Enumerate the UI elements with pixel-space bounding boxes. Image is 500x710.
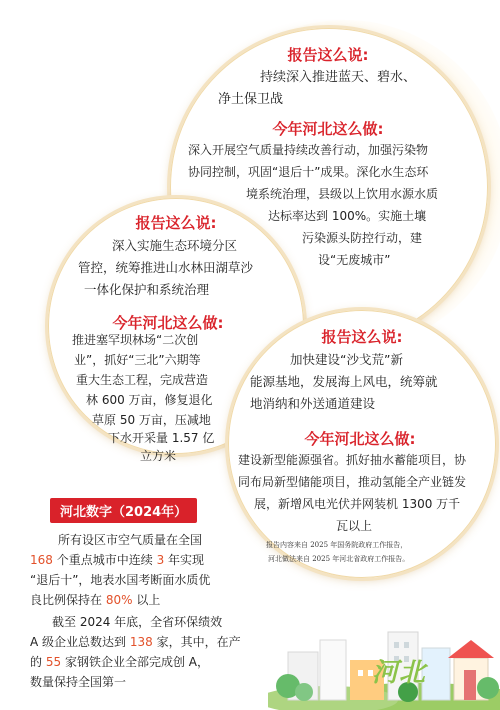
p1-line-3: “退后十”，地表水国考断面水质优 [30, 573, 211, 587]
circle2-hebei-heading: 今年河北这么做: [112, 314, 224, 332]
circle3-hebei-line-2: 同布局新型储能项目，推动氢能全产业链发 [238, 475, 467, 489]
numbers-paragraph-2 [30, 612, 270, 692]
circle2-hebei-line-5: 草原 50 万亩，压减地 [92, 413, 211, 427]
circle2-report-line-1: 深入实施生态环境分区 [112, 238, 238, 253]
value-55-steel: 55 [45, 655, 62, 669]
circle2-report-line-2: 管控，统筹推进山水林田湖草沙 [78, 260, 254, 275]
circle3-report-line-2: 能源基地，发展海上风电，统筹就 [250, 374, 438, 389]
hebei-numbers-badge: 河北数字（2024年） [50, 498, 197, 523]
circle3-report-line-1: 加快建设“沙戈荒”新 [290, 352, 403, 367]
p2-line-4: 数量保持全国第一 [30, 675, 127, 689]
circle3-report-line-3: 地消纳和外送通道建设 [250, 396, 376, 411]
circle1-hebei-line-6: 设“无废城市” [318, 253, 391, 267]
value-3-years: 3 [156, 553, 165, 567]
p1-line-2: 168 个重点城市中连续 3 年实现 [30, 553, 205, 567]
numbers-paragraph-1 [30, 530, 240, 610]
p1-line-1: 所有设区市空气质量在全国 [58, 533, 203, 547]
circle2-hebei-line-2: 业”，抓好“三北”六期等 [74, 353, 201, 367]
circle3-report-heading: 报告这么说: [321, 328, 403, 346]
circle1-hebei-heading: 今年河北这么做: [272, 120, 384, 138]
circle3-hebei-line-3: 展，新增风电光伏并网装机 1300 万千 [254, 497, 461, 511]
circle1-report-heading: 报告这么说: [287, 46, 369, 64]
value-80-percent: 80% [105, 593, 133, 607]
circle1-hebei-line-2: 协同控制，巩固“退后十”成果。深化水生态环 [188, 165, 429, 179]
circle2-hebei-line-1: 推进塞罕坝林场“二次创 [72, 333, 199, 347]
p2-line-2: A 级企业总数达到 138 家，其中，在产 [30, 635, 241, 649]
value-168-cities: 168 [30, 553, 53, 567]
circle1-hebei-line-1: 深入开展空气质量持续改善行动，加强污染物 [188, 143, 429, 157]
circle3-hebei-line-4: 瓦以上 [336, 519, 373, 533]
source-note-line-1: 报告内容来自 2025 年国务院政府工作报告， [266, 541, 408, 549]
circle1-report-line-2: 净土保卫战 [218, 92, 284, 107]
p2-line-1: 截至 2024 年底，全省环保绩效 [52, 615, 223, 629]
newspaper-logo: 河北 [372, 658, 427, 688]
circle3-hebei-line-1: 建设新型能源强省。抓好抽水蓄能项目，协 [238, 453, 467, 467]
p2-line-3: 的 55 家钢铁企业全部完成创 A， [30, 655, 209, 669]
circle1-hebei-line-5: 污染源头防控行动，建 [302, 231, 423, 245]
circle3-hebei-heading: 今年河北这么做: [304, 430, 416, 448]
value-138-enterprises: 138 [129, 635, 153, 649]
circle2-hebei-line-7: 立方米 [140, 449, 177, 463]
circle2-hebei-line-4: 林 600 万亩，修复退化 [86, 393, 213, 407]
circle2-hebei-line-3: 重大生态工程，完成营造 [76, 373, 209, 387]
circle1-hebei-line-3: 境系统治理，县级以上饮用水源水质 [246, 187, 439, 201]
circle2-hebei-line-6: 下水开采量 1.57 亿 [108, 431, 215, 445]
circle1-report-line-1: 持续深入推进蓝天、碧水、 [259, 70, 416, 85]
p1-line-4: 良比例保持在 80% 以上 [30, 593, 161, 607]
circle2-report-heading: 报告这么说: [135, 214, 217, 232]
source-note-line-2: 河北做法来自 2025 年河北省政府工作报告。 [268, 555, 410, 563]
circle1-hebei-line-4: 达标率达到 100%。实施土壤 [268, 209, 427, 223]
circle2-report-line-3: 一体化保护和系统治理 [84, 282, 210, 297]
